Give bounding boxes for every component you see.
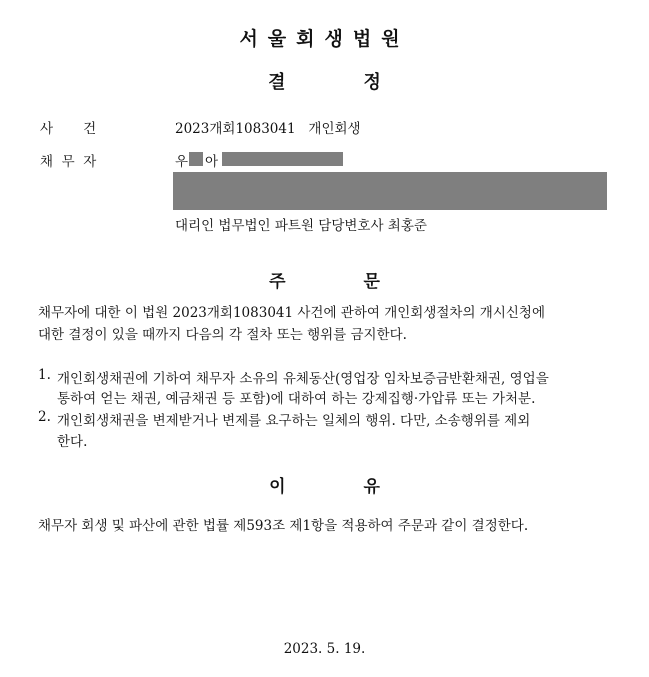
order-item-line: 개인회생채권에 기하여 채무자 소유의 유체동산(영업장 임차보증금반환채권, 영업을 [57,371,549,387]
doc-type-right-char: 정 [363,72,381,93]
debtor-name-suffix: 아 [205,154,219,170]
redaction-box [222,152,343,166]
order-item-line: 통하여 얻는 채권, 예금채권 등 포함)에 대하여 하는 강제집행·가압류 또는 가처분. [57,391,536,407]
debtor-label: 채 무 자 [40,154,97,170]
doc-type-left-char: 결 [268,72,286,93]
reason-heading [0,472,649,497]
reason-text: 채무자 회생 및 파산에 관한 법률 제593조 제1항을 적용하여 주문과 같이 결정한다. [38,518,529,534]
order-paragraph-line2: 대한 결정이 있을 때까지 다음의 각 절차 또는 행위를 금지한다. [38,327,407,343]
case-label: 사 건 [40,121,97,137]
document-type-heading [0,68,649,94]
redaction-box [173,172,607,210]
court-name: 서울회생법원 [239,28,410,50]
reason-heading-left: 이 [269,477,286,497]
order-item-number: 2. [38,409,51,425]
redaction-box [189,152,203,166]
reason-heading-right: 유 [363,477,380,497]
case-number: 2023개회1083041 개인회생 [175,121,361,137]
decision-date: 2023. 5. 19. [283,641,366,657]
order-item-line: 한다. [57,434,88,450]
order-heading-right: 문 [363,272,380,292]
order-heading-left: 주 [269,272,286,292]
debtor-name-prefix: 우 [175,154,189,170]
order-item-number: 1. [38,367,51,383]
order-heading [0,267,649,292]
legal-agent: 대리인 법무법인 파트원 담당변호사 최홍준 [175,218,427,234]
order-item-line: 개인회생채권을 변제받거나 변제를 요구하는 일체의 행위. 다만, 소송행위를 제외 [57,413,531,429]
order-paragraph-line1: 채무자에 대한 이 법원 2023개회1083041 사건에 관하여 개인회생절차의 개시신청에 [38,305,545,321]
